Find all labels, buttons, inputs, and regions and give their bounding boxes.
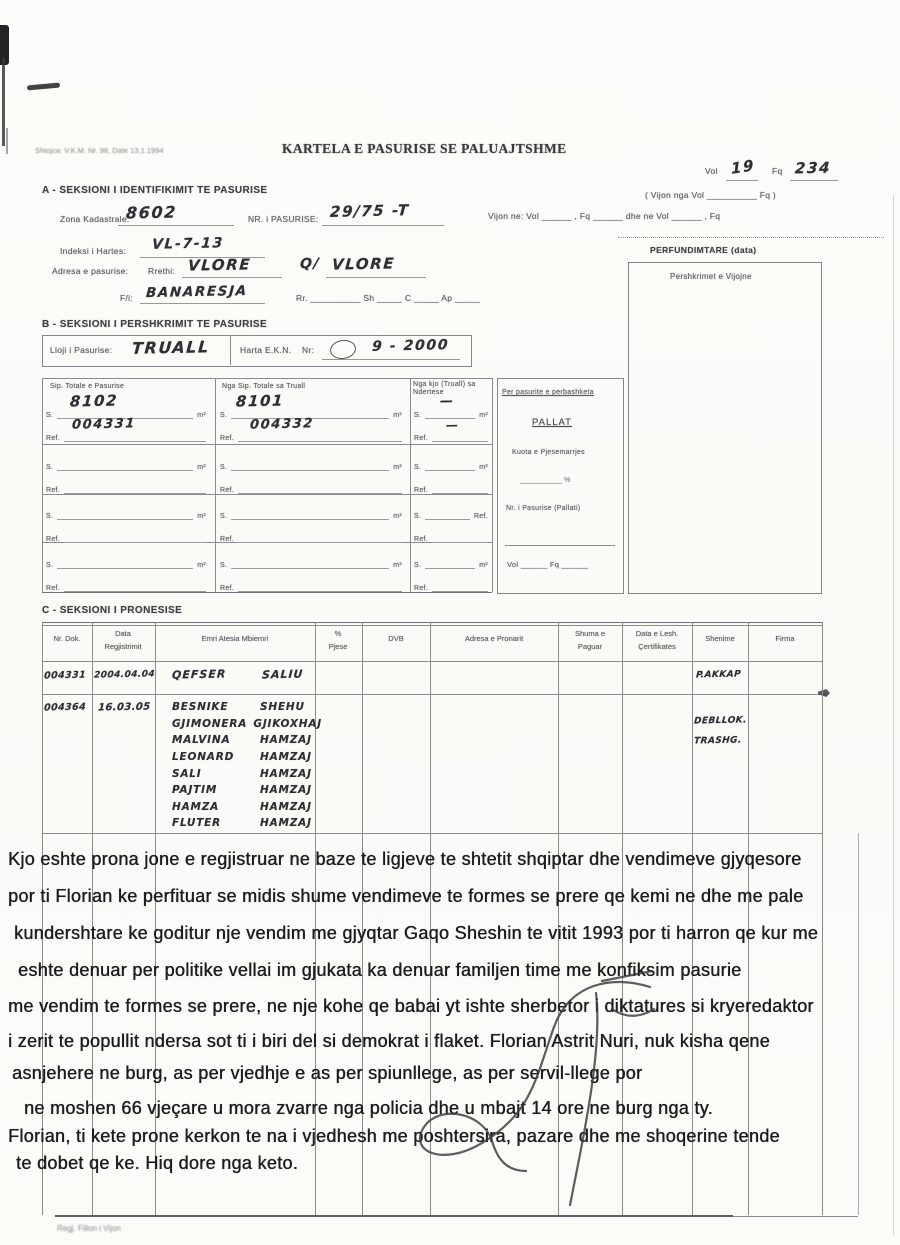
b-cell-empty: S. m² Ref.	[220, 546, 402, 592]
b-cell-empty: S. Ref. Ref.	[414, 497, 488, 543]
harta-nr-label: Nr:	[302, 345, 315, 355]
b-rule	[42, 378, 43, 592]
fq-value-handwritten: 234	[794, 158, 832, 178]
fq-underline	[790, 180, 838, 181]
c-r1-first-name: QEFSER	[171, 667, 227, 682]
qyteti-underline	[326, 277, 426, 278]
harta-underline	[322, 359, 460, 360]
scan-edge-bar	[2, 58, 5, 146]
name-row: PAJTIM HAMZAJ	[172, 784, 312, 797]
c-rule	[42, 833, 822, 834]
letter-line: ne moshen 66 vjeçare u mora zvarre nga policia dhe u mbajt 14 ore ne burg nga ty.	[24, 1098, 713, 1118]
b-rule	[42, 494, 492, 495]
nr-pasurise-underline	[322, 225, 444, 226]
header-dotted-rule	[618, 237, 884, 238]
pallat-value: PALLAT	[532, 417, 572, 428]
c-r1-data: 2004.04.04	[93, 669, 156, 681]
letter-line: Kjo eshte prona jone e regjistruar ne baze te ligjeve te shtetit shqiptar dhe vendimeve gjyqesore	[8, 849, 802, 869]
m2-label: m²	[197, 412, 206, 419]
perfundimtare-box	[628, 262, 822, 594]
qyteti-prefix-value: Q/	[299, 255, 321, 273]
harta-ekn-label: Harta E.K.N.	[240, 345, 292, 355]
rrethi-underline	[182, 277, 282, 278]
c-rule	[42, 661, 822, 662]
perfundimtare-label: PERFUNDIMTARE (data)	[650, 245, 757, 255]
b-rule	[42, 378, 492, 379]
nr-pasurise-value: 29/75 -T	[329, 201, 411, 221]
fshati-underline	[140, 303, 265, 304]
c-r2-shenime-1: DEBLLOK.	[693, 715, 748, 727]
m2-label: m²	[393, 412, 402, 419]
rrethi-value: VLORE	[187, 255, 252, 275]
b-cell-r1c1	[46, 391, 206, 442]
s-label: S.	[414, 412, 422, 419]
fq-label: Fq	[772, 166, 783, 176]
c-col-rule	[858, 833, 859, 1215]
lloji-pasurise-label: Lloji i Pasurise:	[50, 345, 113, 355]
vol-label: Vol	[705, 166, 718, 176]
c-col-data2: Regjistrimit	[104, 642, 142, 651]
footer-smudge-text: Regj. Fillon i Vijon	[57, 1224, 121, 1233]
b-cell-empty: S. m² Ref.	[46, 448, 206, 494]
c-r2-data: 16.03.05	[97, 701, 151, 714]
blank-line	[432, 429, 488, 442]
lloji-harta-divider	[230, 335, 231, 365]
pen-arrow-mark	[818, 689, 830, 697]
b-cell-empty: S. m² Ref.	[220, 497, 402, 543]
document-title: KARTELA E PASURISE SE PALUAJTSHME	[282, 141, 567, 156]
form-reference-note: Shtojca: V.K.M. Nr. 98, Date 13.1.1994	[35, 146, 164, 155]
c-col-lesh2: Çertifikates	[638, 642, 676, 651]
vijon-nga-label: ( Vijon nga Vol __________ Fq )	[645, 190, 777, 200]
pallat-rule	[505, 545, 615, 546]
rrethi-label: Rrethi:	[148, 266, 176, 276]
letter-line: te dobet qe ke. Hiq dore nga keto.	[16, 1153, 299, 1173]
b-r1c1-value: 8102	[69, 391, 119, 411]
vijon-ne-label: Vijon ne: Vol ______ , Fq ______ dhe ne Vol ______ , Fq	[488, 211, 721, 221]
b-r1c3-value: —	[439, 393, 456, 410]
b-col2-header: Nga Sip. Totale sa Truall	[222, 383, 306, 390]
c-col-pjese: %	[334, 629, 342, 638]
lloji-pasurise-value: TRUALL	[131, 337, 211, 358]
b-cell-r1c2	[220, 391, 402, 442]
name-row: HAMZA HAMZAJ	[172, 800, 312, 813]
c-col-dvb: DVB	[388, 634, 404, 643]
scan-edge-tick	[6, 128, 8, 154]
b-cell-empty: S. m² Ref.	[414, 546, 488, 592]
c-col-firma: Firma	[775, 634, 795, 643]
c-r1-shenime: P.AKKAP	[695, 669, 742, 681]
page-right-rule	[893, 195, 894, 1235]
name-row: BESNIKE SHEHU	[172, 701, 305, 714]
ref-label: Ref.	[220, 435, 235, 442]
b-cell-empty: S. m² Ref.	[220, 448, 402, 494]
name-row: SALI HAMZAJ	[172, 767, 312, 780]
c-r1-last-name: SALIU	[261, 667, 304, 682]
kuota-label: Kuota e Pjesemarrjes	[512, 449, 585, 456]
section-b-heading: B - SEKSIONI I PERSHKRIMIT TE PASURISE	[42, 319, 268, 330]
indeksi-hartes-label: Indeksi i Hartes:	[60, 246, 127, 256]
qyteti-value: VLORE	[331, 254, 396, 274]
c-col-shuma2: Paguar	[577, 642, 603, 651]
m2-label: m²	[479, 412, 488, 419]
c-col-shuma: Shuma e	[574, 629, 606, 638]
c-rule-top	[42, 622, 822, 623]
c-col-emri: Emri Atesia Mbiemri	[201, 634, 269, 643]
nr-pasurise-label: NR. i PASURISE:	[248, 214, 319, 224]
letter-line: asnjehere ne burg, as per vjedhje e as per spiunllege, as per servil-llege por	[12, 1063, 643, 1083]
c-col-data: Data	[115, 629, 131, 638]
c-col-shenime: Shenime	[705, 634, 735, 643]
bottom-rule-dark	[55, 1215, 733, 1217]
b-rule	[215, 378, 216, 592]
c-r2-names	[172, 699, 322, 832]
pen-dash-mark	[27, 83, 60, 91]
c-col-rule	[822, 622, 823, 1215]
letter-line: i zerit te popullit ndersa sot ti i biri del si demokrat i flaket. Florian Astrit Nuri, nuk kisha qene	[8, 1031, 770, 1051]
name-row: MALVINA HAMZAJ	[172, 734, 312, 747]
name-row: LEONARD HAMZAJ	[172, 751, 312, 764]
letter-line: Florian, ti kete prone kerkon te na i vjedhesh me poshtersira, pazare dhe me shoqerine tende	[8, 1126, 780, 1146]
b-cell-r1c3	[414, 393, 488, 442]
b-cell-empty: S. m² Ref.	[414, 448, 488, 494]
name-row: FLUTER HAMZAJ	[172, 817, 312, 830]
b-col1-header: Sip. Totale e Pasurise	[50, 383, 125, 390]
b-rule	[42, 444, 492, 445]
c-r1-dok: 004331	[43, 669, 87, 682]
section-c-heading: C - SEKSIONI I PRONESISE	[42, 605, 183, 616]
bottom-rule-light	[733, 1216, 858, 1217]
perfundimtare-box-note: Pershkrimet e Vijojne	[670, 272, 752, 281]
c-rule	[42, 694, 828, 695]
b-rule	[42, 592, 492, 593]
zona-kadastrale-value: 8602	[125, 202, 178, 223]
c-col-nr-dok: Nr. Dok.	[53, 634, 81, 643]
section-a-heading: A - SEKSIONI I IDENTIFIKIMIT TE PASURISE	[42, 185, 268, 196]
c-col-adresa: Adresa e Pronarit	[464, 634, 524, 643]
b-rule	[492, 378, 493, 592]
letter-line: kundershtare ke goditur nje vendim me gjyqtar Gaqo Sheshin te vitit 1993 por ti harron qe kur me	[14, 923, 819, 943]
vol-underline	[726, 180, 758, 181]
fshati-label: F/i:	[120, 293, 134, 303]
b-col3-header: Nga kjo (Truall) sa Ndertese	[413, 381, 476, 396]
c-col-pjese2: Pjese	[328, 642, 348, 651]
indeksi-hartes-value: VL-7-13	[151, 235, 225, 253]
c-r2-dok: 004364	[43, 701, 87, 714]
ref-label: Ref.	[414, 435, 429, 442]
letter-line: eshte denuar per politike vellai im gjukata ka denuar familjen time me konfiksim pasurie	[18, 960, 742, 980]
zona-underline	[118, 225, 234, 226]
letter-line: me vendim te formes se prere, ne nje kohe qe babai yt ishte sherbetor i diktatures si kryeredaktor	[8, 996, 814, 1016]
signature	[350, 965, 690, 1210]
fshati-value: BANARESJA	[145, 282, 249, 302]
kuota-pct-line: __________ %	[520, 477, 571, 484]
b-r1c2-value: 8101	[235, 391, 285, 411]
adresa-label: Adresa e pasurise:	[52, 266, 129, 276]
pallat-title: Per pasurite e perbashketa	[502, 389, 594, 396]
s-label: S.	[220, 412, 228, 419]
pallat-nr-label: Nr. i Pasurise (Pallati)	[506, 505, 581, 512]
zona-kadastrale-label: Zona Kadastrale:	[60, 214, 130, 224]
vol-value-handwritten: 19	[730, 156, 756, 178]
b-cell-empty: S. m² Ref.	[46, 546, 206, 592]
street-labels: Rr. __________ Sh _____ C _____ Ap _____	[296, 293, 481, 303]
b-rule	[410, 378, 411, 592]
b-r1c1-ref: 004331	[71, 416, 137, 433]
letter-line: por ti Florian ke perfituar se midis shume vendimeve te formes se prere qe kemi ne dhe me pale	[8, 886, 804, 906]
b-r1c2-ref: 004332	[249, 416, 315, 433]
ref-label: Ref.	[46, 435, 61, 442]
b-cell-empty: S. m² Ref.	[46, 497, 206, 543]
pallat-vol-fq: Vol ______ Fq ______	[507, 560, 589, 569]
s-label: S.	[46, 412, 54, 419]
c-rule-top2	[42, 625, 822, 626]
name-row: GJIMONERA GJIKOXHAJ	[172, 717, 322, 730]
c-col-lesh: Data e Lesh.	[635, 629, 679, 638]
harta-ekn-value: 9 - 2000	[371, 337, 450, 355]
b-r1c3-ref: —	[445, 417, 461, 433]
c-r2-shenime-2: TRASHG.	[693, 735, 742, 747]
